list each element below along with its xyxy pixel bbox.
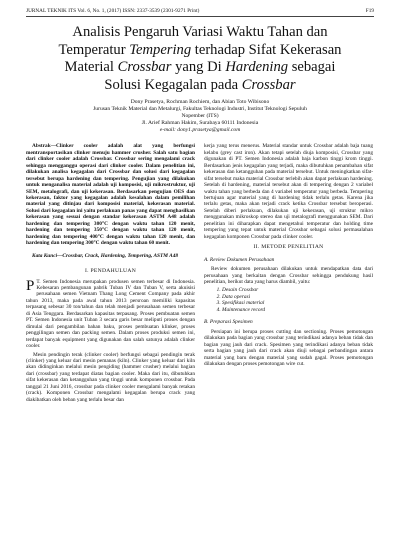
affiliation-line-1: Jurusan Teknik Material dan Metalurgi, Fakultas Teknologi Industri, Institut Teknologi Sepuluh — [93, 106, 307, 113]
author-block — [26, 99, 374, 134]
running-header — [26, 8, 374, 14]
right-column — [204, 143, 373, 405]
paper-title — [26, 24, 374, 94]
title-line-1: Analisis Pengaruh Variasi Waktu Tahan dan — [72, 24, 328, 40]
page-number: F19 — [365, 8, 374, 14]
intro-paragraph-1: P T. Semen Indonesia merupakan produsen semen terbesar di Indonesia. Kebesaran pembangunan pabrik Tuban IV dan Tuban V, serta akuisisi perusahaan semen Vietnam Thang Long Cement Company pada akhir tahun 2013, maka pada awal tahun 2013 persroan memiliki kapasitas terpasang sebesar 30 ton/tahun dan telah menjadi perusahaan semen terbesar di Asia Tenggara. Berdasarkan kapasitas terpasang. Proses pembuatan semen PT. Semen Indonesia unit Tuban 3 secara garis besar meliputi proses dengan dimulai dari pengambilan bahan baku, proses pembuatan klinker, proses penggilingan semen dan packing semen. Dalam proses produksi semen ini, terdapat banyak equipment yang digunakan dan salah satunya adalah clinker cooler. — [26, 277, 195, 350]
author-email: e-mail: dony1.prasetya@gmail.com — [159, 127, 241, 134]
author-address: Jl. Arief Rahman Hakim, Surabaya 60111 Indonesia — [141, 120, 259, 127]
title-line-3: Material Crossbar yang Di Hardening sebagai — [64, 59, 336, 76]
preparation-paragraph: Persiapan ini berupa proses cutting dan sectioning. Proses pemotongan dilakukan pada bagian yang crossbar yang terindikasi adanya beban tidak dan bagian yang jauh dari crack. Spesimen yang terindikasi adanya beban tidak serta bagian yang jauh dari crack akan diuji sebagai perbandingan antara material yang baru dengan material yang sudah gagal. Proses pemotongan dilakukan dengan proses pemotongan wire cut. — [204, 328, 373, 367]
intro-paragraph-2: Mesin pendingin terak (clinker cooler) berfungsi sebagai pendingin terak (clinker) yang keluar dari mesin pemanas (kiln). Clinker yang keluar dari kiln akan didinginkan melalui mesin pengiding (hammer crusher) melalui bagian dari (crossbar) yang terdapat diatas bagian cooler. Maka dari itu, dibutuhkan sifat kekerasan dan ketangguhan yang tinggi untuk komponen crossbar. Pada tanggal 21 Juni 2016, crossbar pada clinker cooler mengalami banyak retakan (crack). Komponen Crossbar mengalami kegagalan berupa crack yang diakibatkan oleh beban yang terlalu besar dan — [26, 351, 195, 403]
drop-cap: P — [26, 277, 35, 294]
two-column-body — [26, 143, 374, 405]
subsection-heading-review: A. Review Dokumen Perusahaan — [204, 256, 275, 263]
title-line-4: Solusi Kegagalan pada Crossbar — [104, 76, 296, 93]
keywords: Kata Kunci—Crossbar, Crack, Hardening, Tempering, ASTM A48 — [32, 252, 179, 259]
list-item: 4. Maintenance record — [222, 307, 373, 313]
author-names: Dony Prasetya, Rochman Rochiem, dan Abian Toto Wibisono — [130, 99, 270, 106]
list-item: 1. Desain Crossbar — [222, 287, 373, 293]
data-list — [204, 287, 373, 313]
section-heading-method: II. METODE PENELITIAN — [253, 244, 324, 251]
journal-info: JURNAL TEKNIK ITS Vol. 6, No. 1, (2017) ISSN: 2337-3539 (2301-9271 Print) — [26, 8, 200, 14]
intro-continuation: kerja yang terus menerus. Material standar untuk Crossbar adalah baja tuang kelabu (grey cast iron). Akan tetapi setelah diuja komposisi, Crossbar yang digunakan di PT. Semen Indonesia adalah baja karbon tinggi krom tinggi. Berdasarkan jenis kegagalan yang terjadi, maka dibutuhkan penambahan sifat kekerasan dan ketangguhan pada material tersebut. Untuk meningkatkan sifat-sifat tersebut maka material Crossbar terlebih akan dapat perlakuan hardening. Setelah di hardening, material tersebut akan di tempering dengan 2 variabel waktu tahan yang berbeda dan 4 variabel temperatur yang berbeda. Tempering bertujuan agar material yang di hardening tidak terlalu getas. Karena jika terlalu getas, maka akan terjadi crack ketika Crossbar tersebut beroperasi. Setelah diberi perlakuan, dilakukan uji kekerasan, uji struktur mikro menggunakan mikroskop stereo dan uji metalografi menggunakan SEM. Dari penelitian ini diharapkan dapat mengetahui temperatur dan holding time tempering yang tepat untuk material Crossbar sebagai solusi permasalahan kegagalan komponen Crossbar pada clinker cooler. — [204, 143, 373, 240]
affiliation-line-2: Nopember (ITS) — [181, 113, 219, 120]
left-column — [26, 143, 195, 405]
section-heading-introduction: I. PENDAHULUAN — [84, 268, 137, 275]
abstract: Abstrak—Clinker cooler adalah alat yang berfungsi mentransportasikan clinker menuju hammer crusher. Salah satu bagian dari clinker cooler adalah Crossbar. Crossbar sering mengalami crack sehingga mengganggu operasi dari clinker cooler. Dalam penelitian ini, dilakukan analisa kegagalan dari Crossbar dan solusi dari kegagalan tersebut berupa hardening dan tempering. Pengujian yang dilakukan untuk menganalisa material adalah uji komposisi, uji mikrostruktur, uji SEM, metalografi, dan uji kekerasan. Berdasarkan pengujian OES dan kekerasan, faktor yang kegagalan adalah kesalahan dalam pemilihan material yang ditinjau dari komposisi material, kekerasan material. Solusi dari kegagalan ini yaitu perlakuan panas yang dapat menghasilkan kekerasan yang sesuai dengan standar kekerasan ASTM A48 adalah hardening dan tempering 300°C dengan waktu tahan 120 menit, hardening dan tempering 350°C dengan waktu tahan 120 menit, hardening dan tempering 400°C dengan waktu tahan 120 menit, dan hardening dan tempering 300°C dengan waktu tahan 60 menit. — [26, 143, 195, 247]
title-line-2: Temperatur Tempering terhadap Sifat Kekerasan — [58, 41, 342, 58]
list-item: 2. Data operasi — [222, 294, 373, 300]
subsection-heading-preparation: B. Preparasi Spesimen — [204, 319, 253, 326]
list-item: 3. Spesifikasi material — [222, 300, 373, 306]
review-paragraph: Review dokumen perusahaan dilakukan untuk mendapatkan data dari perusahaan yang berkaitan dengan Crossbar sehingga pendukung hasil penelitian, berikut data yang harus diambil, yaitu: — [204, 266, 373, 285]
header-rule — [26, 16, 374, 17]
